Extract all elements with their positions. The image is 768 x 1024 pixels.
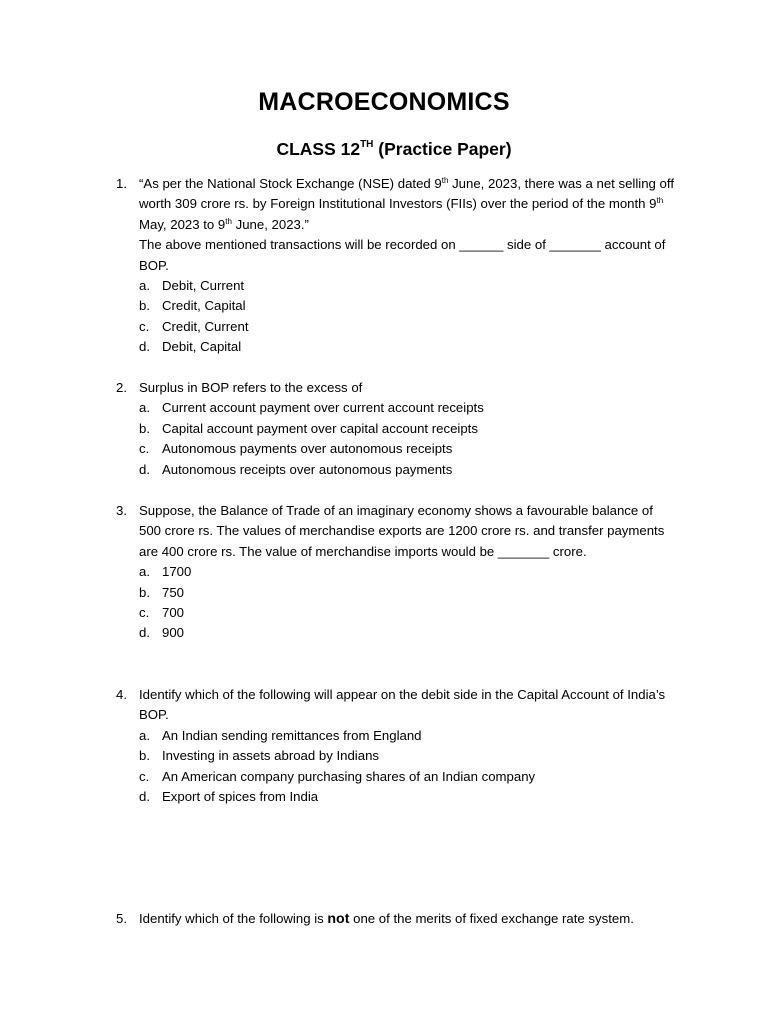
question-1 (116, 174, 676, 358)
question-text (139, 909, 676, 929)
option-c (139, 317, 676, 337)
option-text: An Indian sending remittances from England (162, 727, 422, 743)
question-number: 2. (116, 380, 127, 395)
question-number: 5. (116, 911, 127, 926)
option-text: Autonomous receipts over autonomous payments (162, 461, 453, 477)
option-text: Debit, Current (162, 278, 245, 294)
document-title: MACROECONOMICS (258, 88, 510, 116)
emphasis-not: not (327, 911, 350, 927)
question-text-part: June, 2023.” (231, 216, 309, 232)
option-text: Investing in assets abroad by Indians (162, 748, 379, 764)
options-list (139, 726, 676, 808)
option-letter: a. (139, 727, 150, 743)
option-text: Credit, Capital (162, 298, 246, 314)
question-2 (116, 378, 676, 480)
option-letter: c. (139, 605, 150, 621)
question-number: 3. (116, 503, 127, 518)
question-3 (116, 501, 676, 644)
option-a (139, 726, 676, 746)
option-text: 900 (162, 625, 185, 641)
option-letter: b. (139, 420, 150, 436)
subtitle-practice-paper: (Practice Paper) (373, 139, 512, 159)
question-statement: The above mentioned transactions will be recorded on ______ side of _______ account of BOP. (139, 237, 666, 273)
question-number: 4. (116, 687, 127, 702)
option-text: 700 (162, 605, 185, 621)
document-subtitle (0, 139, 768, 160)
option-a (139, 398, 676, 418)
question-text-part: June, 2023, there was a net selling off worth 309 crore rs. by Foreign Institutional Investors (FIIs) over the period of the month 9 (139, 176, 674, 212)
option-text: An American company purchasing shares of an Indian company (162, 768, 536, 784)
ordinal-superscript: th (441, 176, 449, 185)
option-c (139, 603, 676, 623)
option-text: 1700 (162, 564, 192, 580)
question-text-part: Identify which of the following is (139, 911, 328, 926)
option-letter: b. (139, 748, 150, 764)
option-letter: d. (139, 461, 150, 477)
option-c (139, 439, 676, 459)
options-list (139, 276, 676, 358)
question-text: Identify which of the following will appear on the debit side in the Capital Account of India’s BOP. (139, 687, 666, 723)
option-text: 750 (162, 584, 185, 600)
option-d (139, 623, 676, 643)
option-c (139, 767, 676, 787)
question-text-part: one of the merits of fixed exchange rate system. (349, 911, 634, 926)
option-letter: b. (139, 584, 150, 600)
option-a (139, 276, 676, 296)
option-b (139, 746, 676, 766)
ordinal-superscript: th (225, 216, 232, 226)
question-text: Suppose, the Balance of Trade of an imaginary economy shows a favourable balance of 500 crore rs. The values of merchandise exports are 1200 crore rs. and transfer payments are 400 crore rs. The value of merchandise imports would be _______ crore. (139, 503, 665, 559)
option-letter: a. (139, 400, 150, 416)
question-text-part: May, 2023 to 9 (139, 216, 226, 232)
question-number: 1. (116, 176, 127, 191)
option-letter: b. (139, 298, 150, 314)
option-letter: a. (139, 278, 150, 294)
option-text: Current account payment over current account receipts (162, 400, 484, 416)
ordinal-superscript: th (656, 196, 664, 206)
question-4 (116, 685, 676, 807)
question-5 (116, 909, 676, 929)
option-letter: d. (139, 339, 150, 355)
question-text-part: “As per the National Stock Exchange (NSE) dated 9 (139, 176, 442, 191)
option-letter: a. (139, 564, 150, 580)
option-letter: d. (139, 789, 150, 805)
option-text: Debit, Capital (162, 339, 242, 355)
subtitle-class: CLASS 12 (276, 139, 361, 159)
option-text: Capital account payment over capital account receipts (162, 420, 478, 436)
options-list (139, 562, 676, 644)
option-d (139, 787, 676, 807)
option-a (139, 562, 676, 582)
option-letter: c. (139, 318, 150, 334)
question-text (139, 174, 676, 235)
subtitle-superscript: TH (360, 139, 374, 150)
option-text: Autonomous payments over autonomous receipts (162, 441, 453, 457)
question-text: Surplus in BOP refers to the excess of (139, 380, 363, 395)
option-b (139, 296, 676, 316)
option-d (139, 460, 676, 480)
option-b (139, 419, 676, 439)
options-list (139, 398, 676, 480)
option-letter: c. (139, 441, 150, 457)
option-text: Export of spices from India (162, 789, 319, 805)
option-text: Credit, Current (162, 318, 249, 334)
option-letter: c. (139, 768, 150, 784)
option-b (139, 583, 676, 603)
option-d (139, 337, 676, 357)
option-letter: d. (139, 625, 150, 641)
